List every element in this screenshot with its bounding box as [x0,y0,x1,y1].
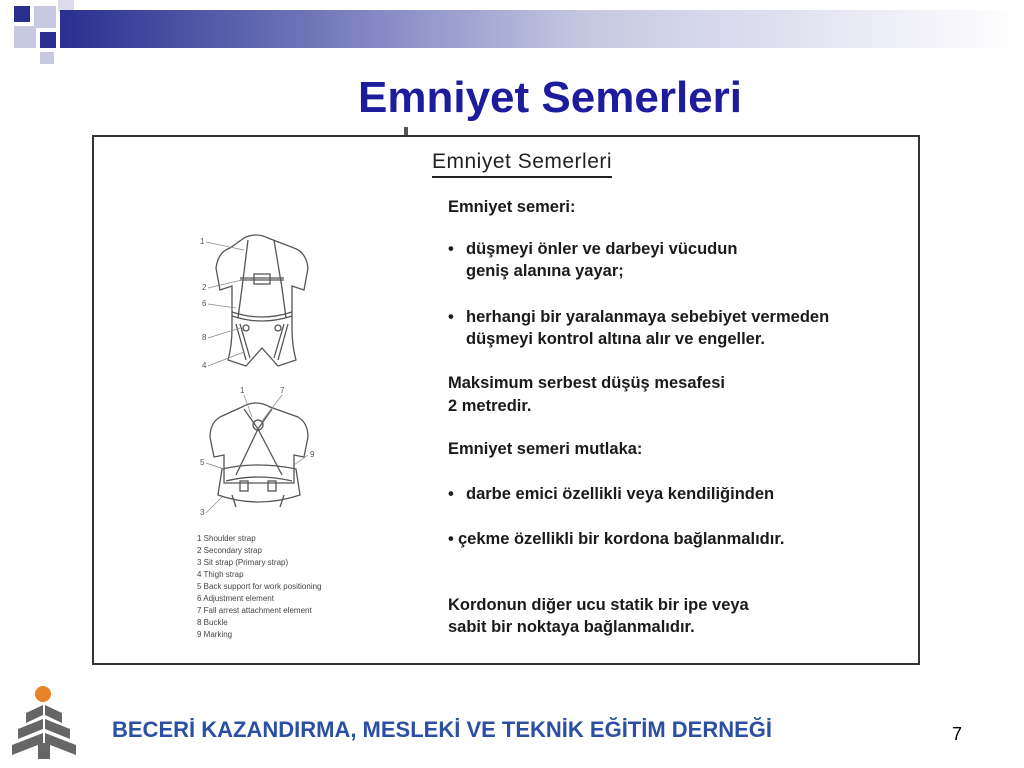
bullet-item [448,483,774,505]
cord-text: Kordonun diğer ucu statik bir ipe veya [448,596,749,614]
header-gradient-bar [60,10,1024,48]
definition-label: Emniyet semeri: [448,198,576,216]
legend-item: 7 Fall arrest attachment element [197,606,312,615]
bullet-text: çekme özellikli bir kordona bağlanmalıdır. [458,530,785,548]
harness-front-illustration [196,228,326,378]
callout-label: 7 [280,386,285,395]
bullet-symbol: • [448,240,454,258]
deco-square [14,26,36,48]
callout-label: 9 [310,450,315,459]
bullet-item [448,306,829,328]
harness-parts-legend [197,533,322,641]
bullet-text: darbe emici özellikli veya kendiliğinden [466,485,775,503]
max-fall-value: 2 metredir. [448,397,532,415]
callout-label: 6 [202,299,207,308]
callout-label: 1 [200,237,205,246]
page-number: 7 [952,724,963,744]
callout-label: 1 [240,386,245,395]
footer-organization-name: BECERİ KAZANDIRMA, MESLEKİ VE TEKNİK EĞİTİM DERNEĞİ [112,717,773,742]
slide-title: Emniyet Semerleri [358,73,742,122]
deco-square [40,52,54,64]
legend-item: 4 Thigh strap [197,570,244,579]
callout-label: 8 [202,333,207,342]
legend-item: 2 Secondary strap [197,546,262,555]
bullet-symbol: • [448,485,454,503]
deco-square [14,6,30,22]
bullet-text-cont: düşmeyi kontrol altına alır ve engeller. [466,330,765,348]
bullet-item [448,528,784,550]
callout-label: 4 [202,361,207,370]
legend-item: 9 Marking [197,630,233,639]
callout-label: 5 [200,458,205,467]
must-label: Emniyet semeri mutlaka: [448,440,643,458]
bullet-text: herhangi bir yaralanmaya sebebiyet vermeden [466,308,830,326]
legend-item: 3 Sit strap (Primary strap) [197,558,289,567]
deco-square [34,6,56,28]
deco-square [40,32,56,48]
callout-label: 3 [200,508,205,517]
bullet-item [448,238,737,260]
figure-heading: Emniyet Semerleri [432,150,612,178]
bullet-text-cont: geniş alanına yayar; [466,262,624,280]
bullet-symbol: • [448,530,454,548]
legend-item: 6 Adjustment element [197,594,274,603]
organization-logo [10,683,90,763]
legend-item: 1 Shoulder strap [197,534,256,543]
max-fall-text: Maksimum serbest düşüş mesafesi [448,374,725,392]
legend-item: 5 Back support for work positioning [197,582,322,591]
bullet-text: düşmeyi önler ve darbeyi vücudun [466,240,738,258]
callout-label: 2 [202,283,207,292]
cord-text: sabit bir noktaya bağlanmalıdır. [448,618,695,636]
harness-back-illustration [196,385,326,530]
legend-item: 8 Buckle [197,618,228,627]
bullet-symbol: • [448,308,454,326]
